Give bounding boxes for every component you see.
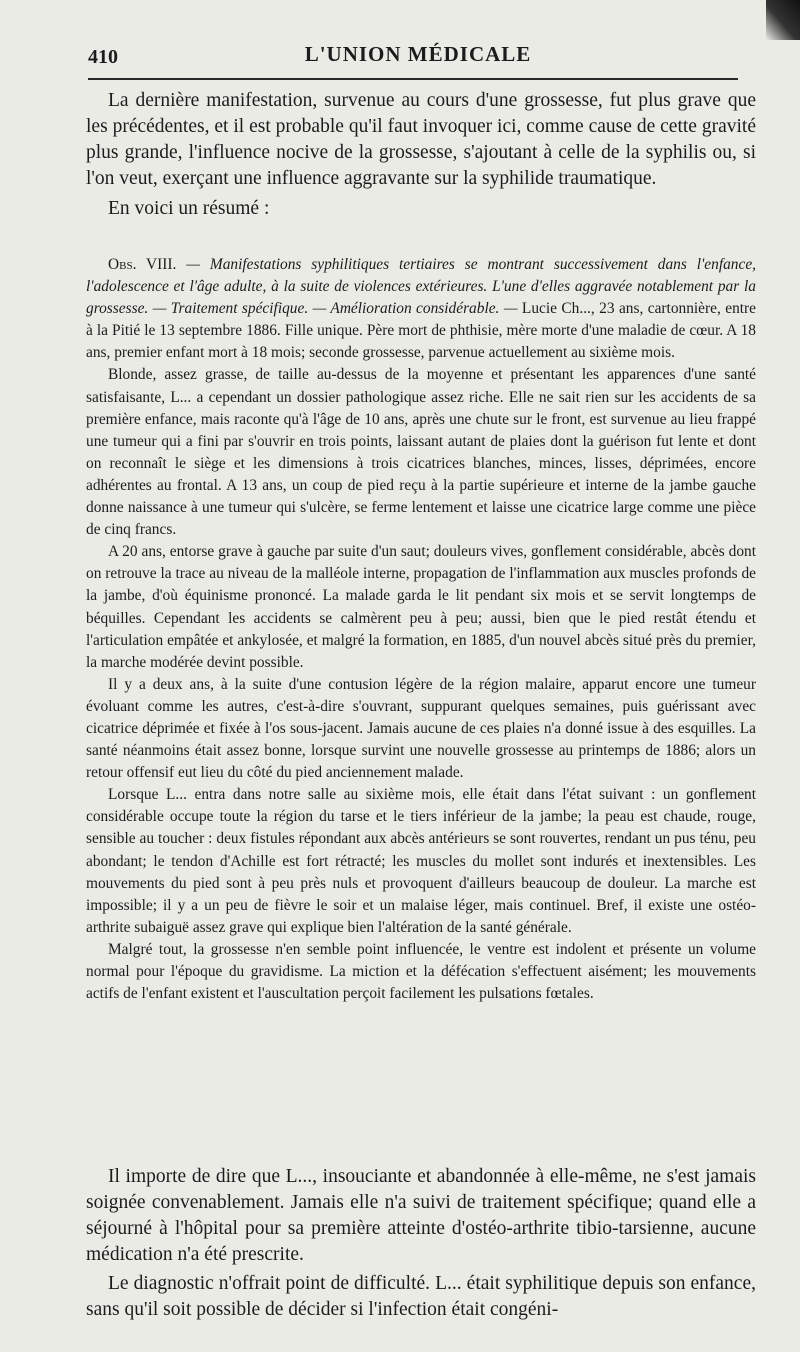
page-number: 410 [88,46,118,68]
paragraph: Il importe de dire que L..., insouciante et abandonnée à elle-même, ne s'est jamais soignée convenablement. Jamais elle n'a suivi de traitement spécifique; quand elle a séjourné à l'hôpital pour sa première atteinte d'ostéo-arthrite tibio-tarsienne, aucune médication n'a été prescrite. [86,1166,756,1265]
observation-heading [86,254,756,364]
paragraph: A 20 ans, entorse grave à gauche par suite d'un saut; douleurs vives, gonflement considérable, abcès dont on retrouve la trace au niveau de la malléole interne, propagation de l'inflammation aux muscles profonds de la jambe, d'où équinisme prononcé. La malade garda le lit pendant six mois et se servit longtemps de béquilles. Cependant les accidents se calmèrent peu à peu; aussi, bien que le pied restât étendu et l'articulation empâtée et ankylosée, et malgré la formation, en 1885, d'un nouvel abcès situé près du premier, la marche modérée devint possible. [86,543,756,671]
header-rule [88,78,738,80]
paragraph: Malgré tout, la grossesse n'en semble point influencée, le ventre est indolent et présente un volume normal pour l'époque du gravidisme. La miction et la défécation s'effectuent aisément; les mouvements actifs de l'enfant existent et l'auscultation perçoit facilement les pulsations fœtales. [86,940,756,1003]
paragraph: Lorsque L... entra dans notre salle au sixième mois, elle était dans l'état suivant : un gonflement considérable occupe toute la région du tarse et le tiers inférieur de la jambe; la peau est chaude, rouge, sensible au toucher : deux fistules répondant aux abcès antérieurs se sont rouvertes, rendant un pus ténu, peu abondant; le tendon d'Achille est fort rétracté; les muscles du mollet sont indurés et inextensibles. Les mouvements du pied sont à peu près nuls et provoquent d'ailleurs beaucoup de douleur. La marche est impossible; il y a un peu de fièvre le soir et un malaise léger, mais continuel. Bref, il existe une ostéo-arthrite subaiguë assez grave qui explique bien l'altération de la santé générale. [86,786,756,936]
observation-block [86,254,756,1005]
paragraph: La dernière manifestation, survenue au cours d'une grossesse, fut plus grave que les précédentes, et il est probable qu'il faut invoquer ici, comme cause de cette gravité plus grande, l'influence nocive de la grossesse, s'ajoutant à celle de la syphilis ou, si l'on veut, exerçant une influence aggravante sur la syphilide traumatique. [86,90,756,189]
observation-intro: Lucie Ch..., 23 ans, cartonnière, entre à la Pitié le 13 septembre 1886. Fille unique. Père mort de phthisie, mère morte d'une maladie de cœur. A 18 ans, premier enfant mort à 18 mois; seconde grossesse, parvenue actuellement au sixième mois. [86,300,757,362]
paragraph: Blonde, assez grasse, de taille au-dessus de la moyenne et présentant les apparences d'une santé satisfaisante, L... a cependant un dossier pathologique assez riche. Elle ne sait rien sur les accidents de sa première enfance, mais raconte qu'à l'âge de 10 ans, après une chute sur le front, est survenue au lieu frappé une tumeur qui a fini par s'ouvrir en trois points, laissant autant de plaies dont la guérison fut lente et dont on reconnaît le siège et les dimensions à trois cicatrices blanches, minces, lisses, déprimées, encore adhérentes au frontal. A 13 ans, un coup de pied reçu à la partie supérieure et interne de la jambe gauche donne naissance à une tumeur qui s'ulcère, se ferme lentement et laisse une cicatrice large comme une pièce de cinq francs. [86,366,756,539]
paragraph: Il y a deux ans, à la suite d'une contusion légère de la région malaire, apparut encore une tumeur évoluant comme les autres, c'est-à-dire s'ouvrant, suppurant quelques semaines, puis guérissant avec cicatrice déprimée et fixée à l'os sous-jacent. Jamais aucune de ces plaies n'a donné issue à des esquilles. La santé néanmoins était assez bonne, lorsque survint une nouvelle grossesse au printemps de 1886; alors un retour offensif eut lieu du côté du pied anciennement malade. [86,675,756,782]
paragraph: Le diagnostic n'offrait point de difficulté. L... était syphilitique depuis son enfance, sans qu'il soit possible de décider si l'infection était congéni- [86,1273,756,1320]
lead-text [86,88,756,222]
tail-text [86,1164,756,1323]
paragraph: En voici un résumé : [108,198,270,219]
page-header [88,42,748,76]
running-title: L'UNION MÉDICALE [304,42,532,66]
observation-title: — Manifestations syphilitiques tertiaires se montrant successivement dans l'enfance, l'adolescence et l'âge adulte, à la suite de violences extérieures. L'une d'elles aggravée notablement par la grossesse. — Traitement spécifique. — Amélioration considérable. — [86,256,757,318]
scan-shadow [766,0,800,40]
observation-label: Obs. VIII. [108,256,177,273]
